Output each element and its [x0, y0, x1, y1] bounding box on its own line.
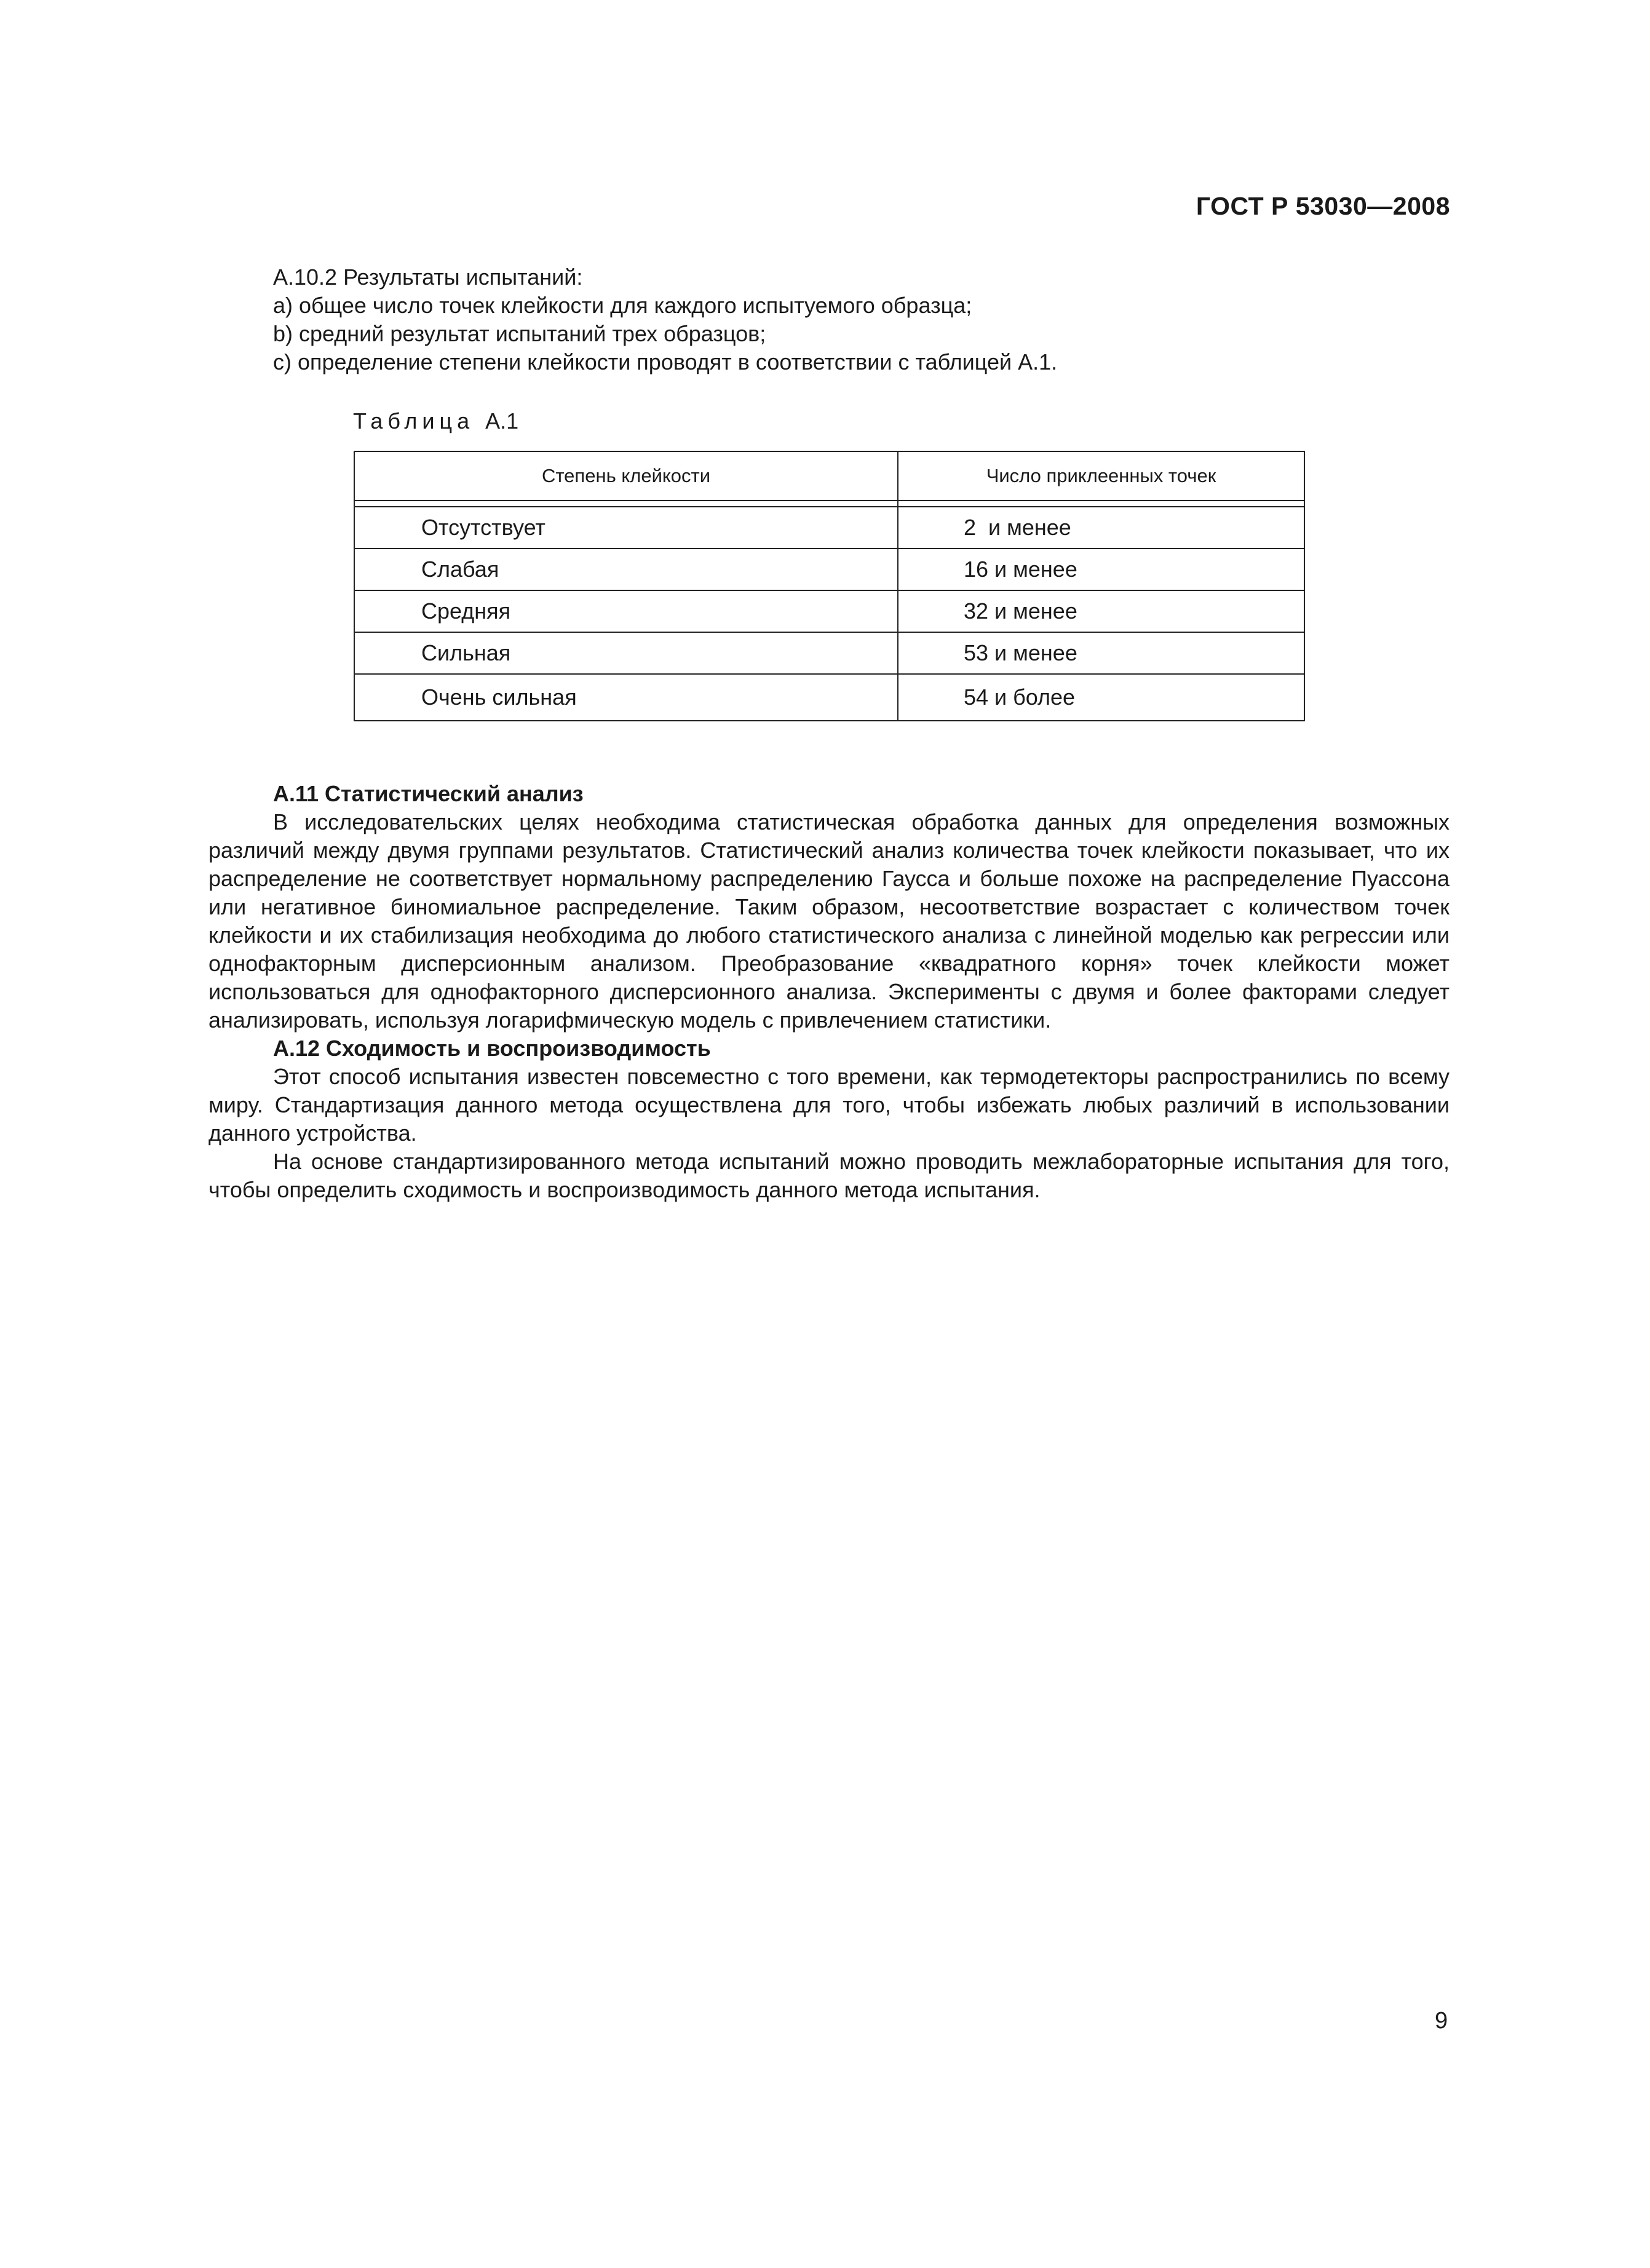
table-cell-degree: Сильная — [354, 632, 898, 674]
page-number: 9 — [1435, 2008, 1448, 2034]
table-header-separator — [354, 501, 1304, 507]
table-header-row — [354, 451, 1304, 501]
table-cell-points: 53 и менее — [898, 632, 1304, 674]
table-cell-points: 32 и менее — [898, 590, 1304, 632]
table-row — [354, 549, 1304, 590]
section-paragraph: В исследовательских целях необходима статистическая обработка данных для определения возможных различий между двумя группами результатов. Статистический анализ количества точек клейкости показывает, что их распределение не соответствует нормальному распределению Гаусса и больше похоже на распределение Пуассона или негативное биномиальное распределение. Таким образом, несоответствие возрастает с количеством точек клейкости и их стабилизация необходима до любого статистического анализа с линейной моделью как регрессии или однофакторным дисперсионным анализом. Преобразование «квадратного корня» точек клейкости может использоваться для однофакторного дисперсионного анализа. Эксперименты с двумя и более факторами следует анализировать, используя логарифмическую модель с привлечением статистики. — [208, 809, 1450, 1033]
table-row — [354, 632, 1304, 674]
results-title: А.10.2 Результаты испытаний: — [273, 264, 583, 290]
table-cell-points: 16 и менее — [898, 549, 1304, 590]
tackiness-table — [354, 451, 1305, 721]
section-paragraph: На основе стандартизированного метода испытаний можно проводить межлабораторные испытания для того, чтобы определить сходимость и воспроизводимость данного метода испытания. — [208, 1149, 1450, 1202]
test-results-list — [273, 263, 1442, 376]
table-cell-degree: Слабая — [354, 549, 898, 590]
results-item-b: b) средний результат испытаний трех образцов; — [273, 321, 766, 346]
table-cell-points: 54 и более — [898, 674, 1304, 721]
section-heading: А.12 Сходимость и воспроизводимость — [273, 1036, 711, 1061]
table-cell-degree: Очень сильная — [354, 674, 898, 721]
section-paragraph: Этот способ испытания известен повсеместно с того времени, как термодетекторы распространились по всему миру. Стандартизация данного метода осуществлена для того, чтобы избежать любых различий в использовании данного устройства. — [208, 1064, 1450, 1146]
document-code: ГОСТ Р 53030—2008 — [1196, 192, 1450, 220]
table-row — [354, 507, 1304, 549]
table-caption-word: Таблица — [353, 408, 475, 434]
table-header-degree: Степень клейкости — [354, 451, 898, 501]
table-caption-number: А.1 — [485, 408, 519, 434]
table-cell-degree: Средняя — [354, 590, 898, 632]
table-cell-points: 2 и менее — [898, 507, 1304, 549]
section-heading: А.11 Статистический анализ — [273, 781, 584, 806]
table-row — [354, 674, 1304, 721]
table-cell-degree: Отсутствует — [354, 507, 898, 549]
table-header-points: Число приклеенных точек — [898, 451, 1304, 501]
section-statistical-analysis — [208, 780, 1450, 1204]
table-row — [354, 590, 1304, 632]
results-item-c: c) определение степени клейкости проводят в соответствии с таблицей А.1. — [273, 349, 1058, 375]
results-item-a: а) общее число точек клейкости для каждого испытуемого образца; — [273, 293, 972, 318]
table-caption — [353, 408, 518, 434]
